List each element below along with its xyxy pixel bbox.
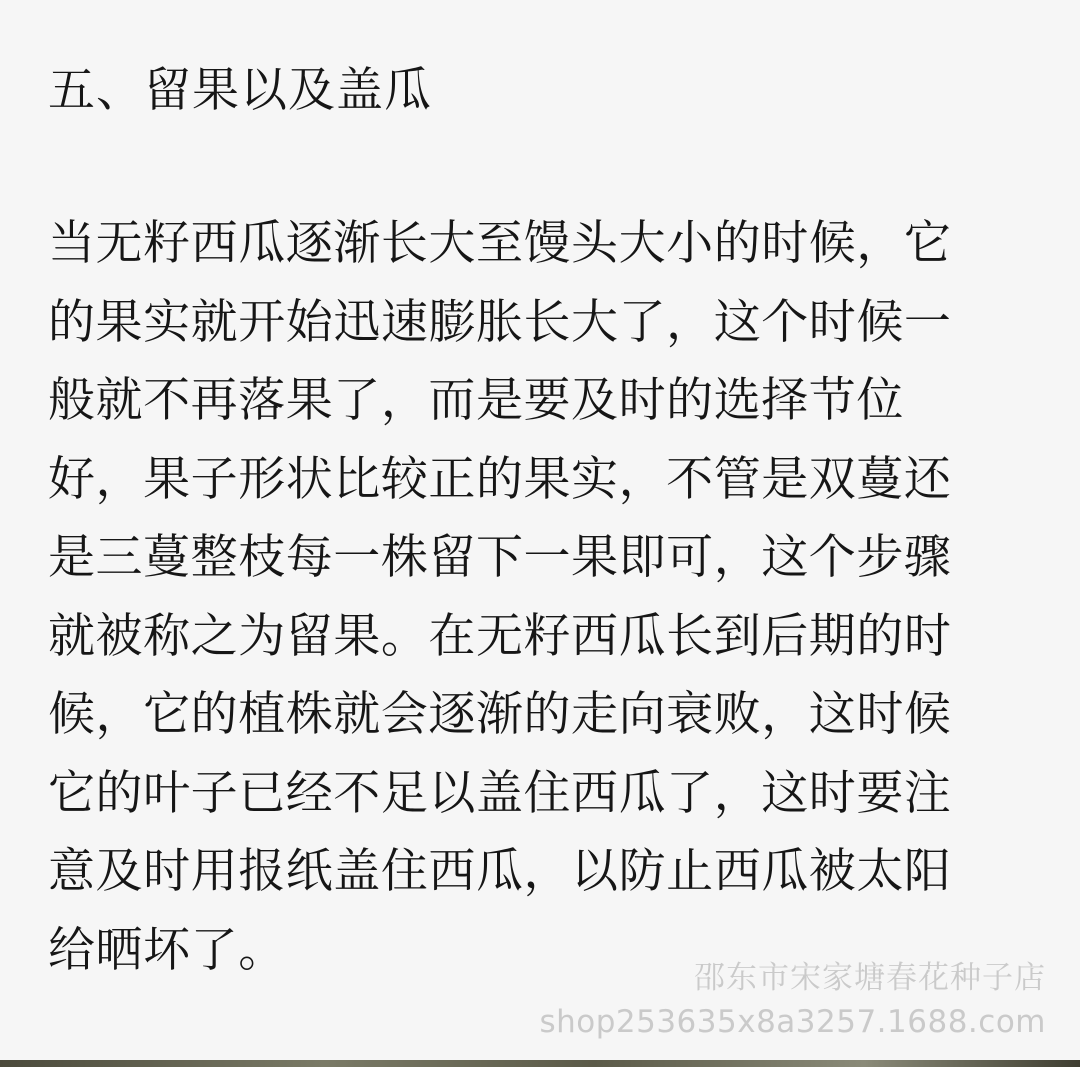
paragraph-line: 是三蔓整枝每一株留下一果即可，这个步骤 (48, 530, 952, 585)
paragraph-line: 给晒坏了。 (48, 922, 286, 978)
watermark-shop-name: 邵东市宋家塘春花种子店 (694, 960, 1046, 996)
paragraph-line: 好，果子形状比较正的果实，不管是双蔓还 (48, 451, 952, 507)
section-heading: 五、留果以及盖瓜 (48, 63, 432, 118)
watermark-url: shop253635x8a3257.1688.com (539, 1004, 1046, 1040)
paragraph-line: 意及时用报纸盖住西瓜，以防止西瓜被太阳 (48, 844, 952, 899)
paragraph-line: 候，它的植株就会逐渐的走向衰败，这时候 (48, 687, 952, 742)
paragraph-line: 就被称之为留果。在无籽西瓜长到后期的时 (48, 608, 952, 664)
bottom-edge-strip (0, 1060, 1080, 1067)
paragraph-line: 般就不再落果了，而是要及时的选择节位 (48, 373, 904, 428)
paragraph-line: 它的叶子已经不足以盖住西瓜了，这时要注 (48, 765, 952, 821)
article-paragraph (48, 205, 1038, 990)
paragraph-line: 的果实就开始迅速膨胀长大了，这个时候一 (48, 294, 952, 350)
paragraph-line: 当无籽西瓜逐渐长大至馒头大小的时候，它 (48, 216, 952, 271)
